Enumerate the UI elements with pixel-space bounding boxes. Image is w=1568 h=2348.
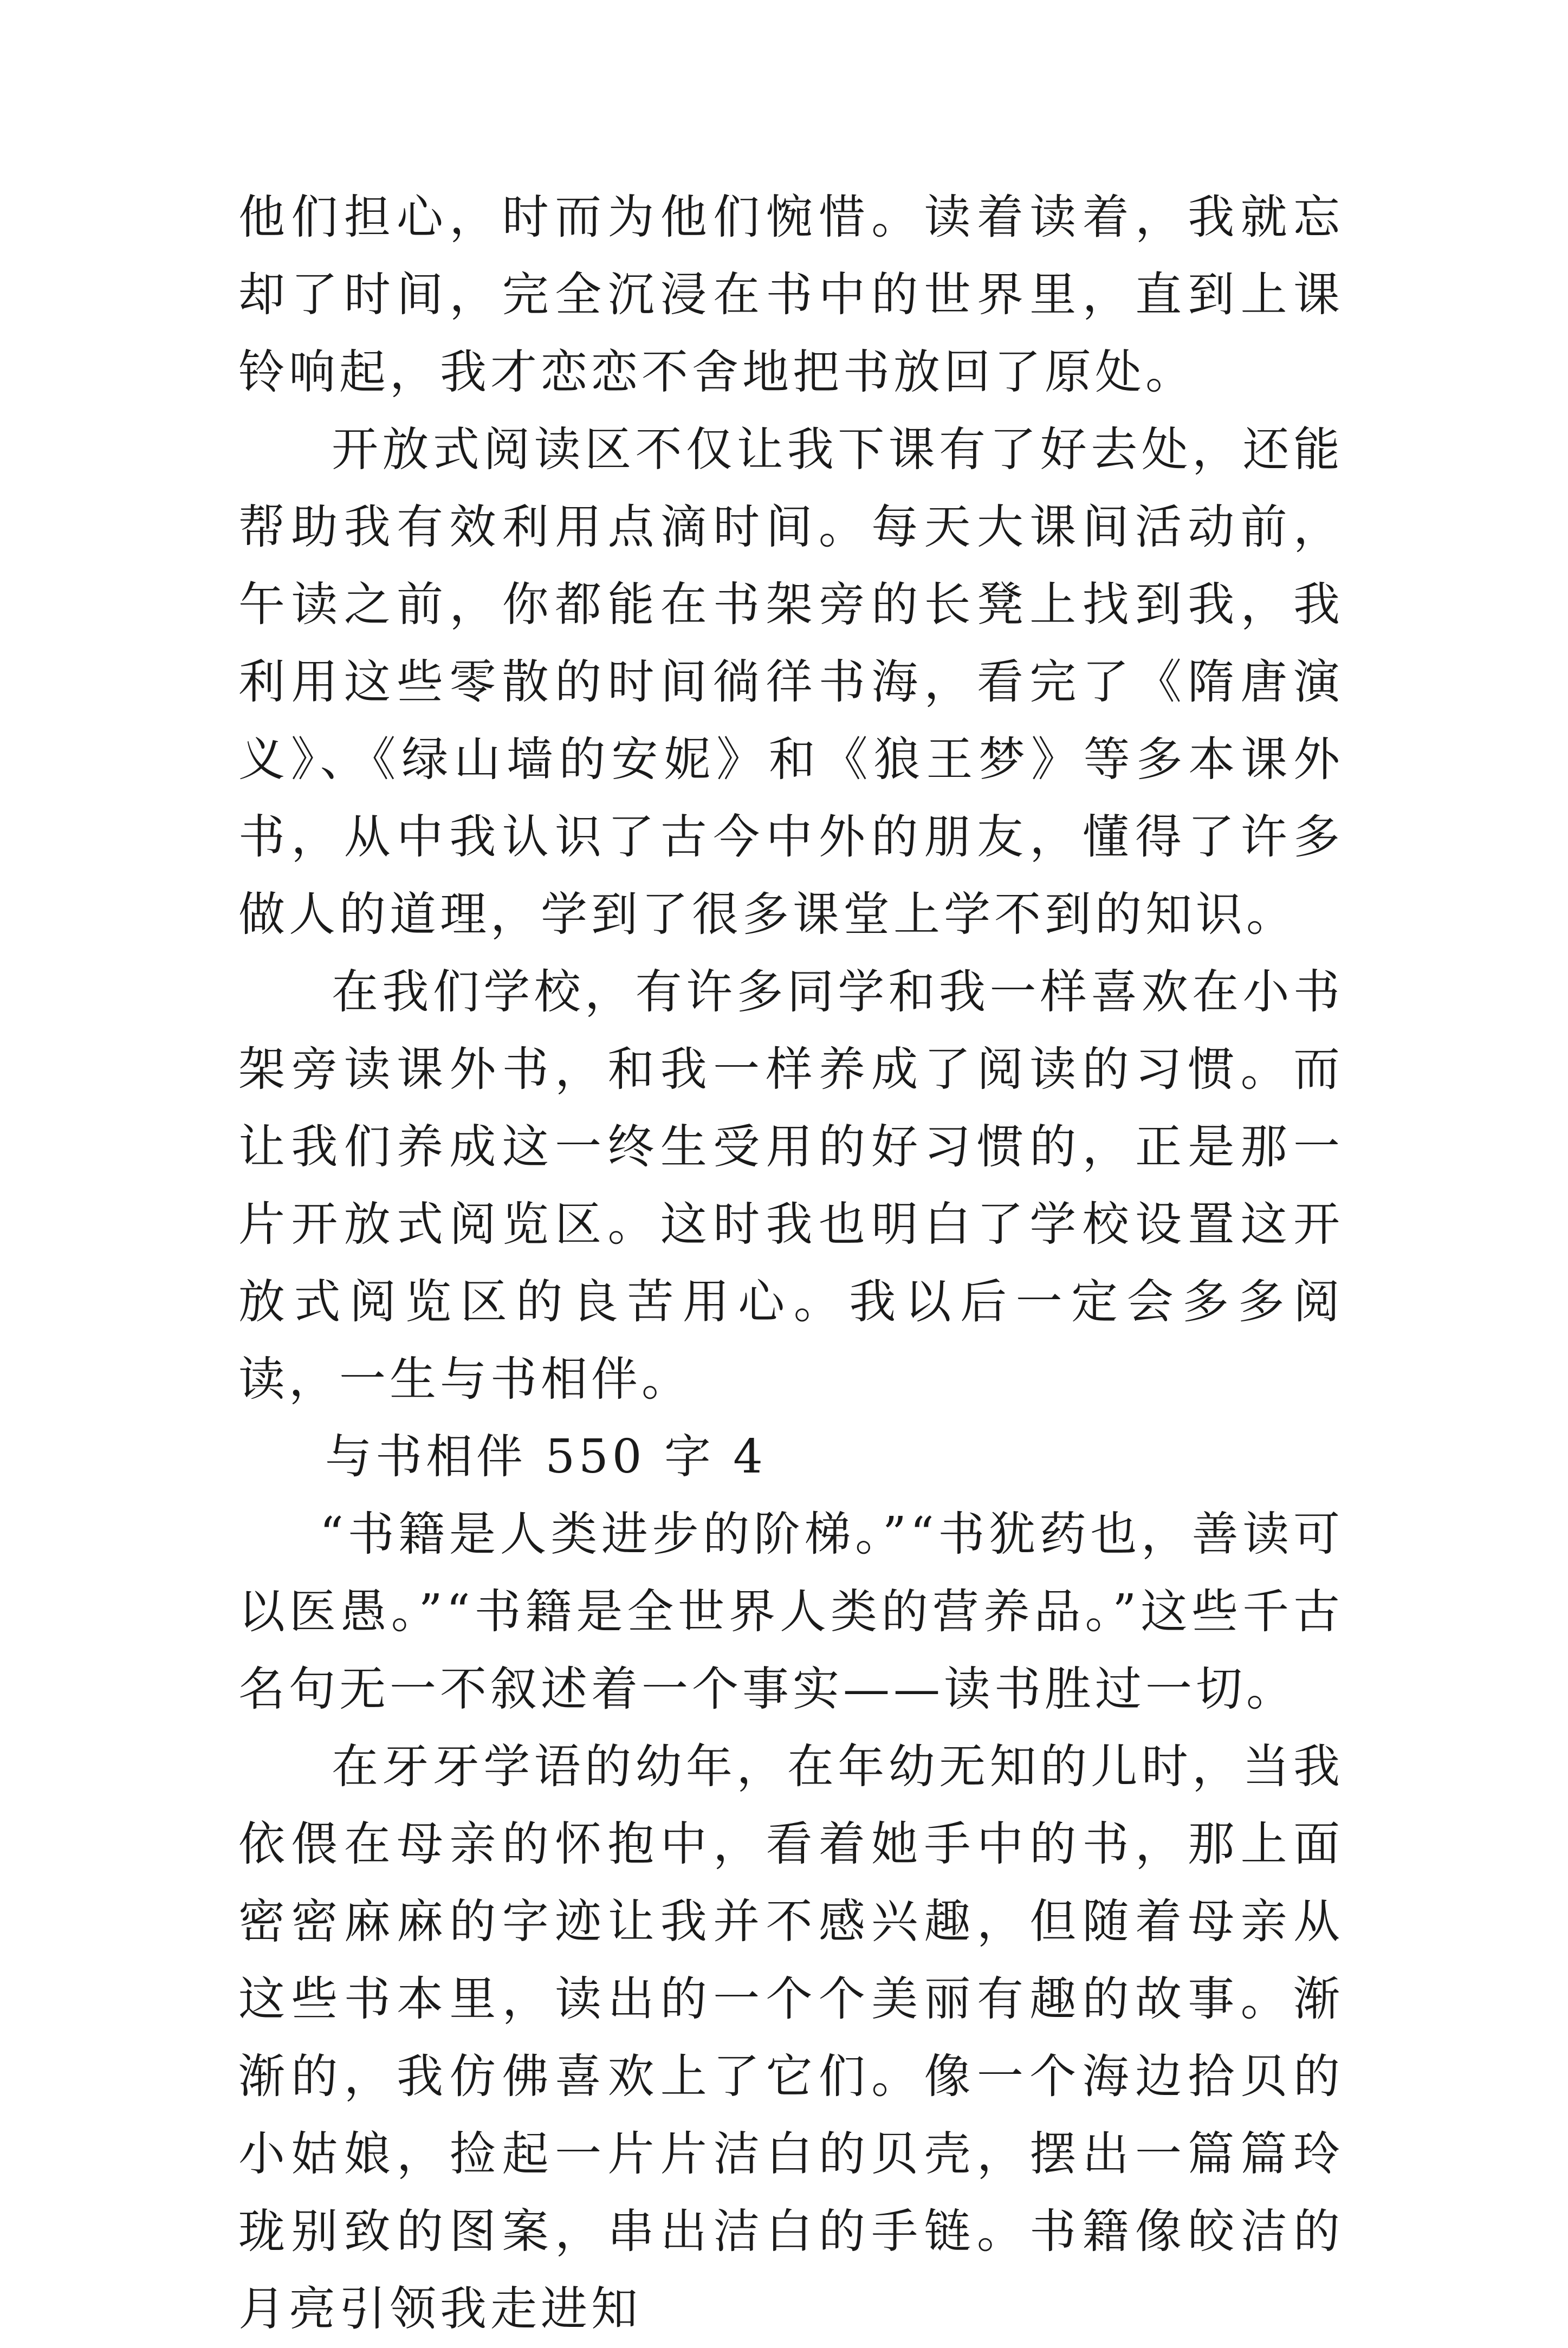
body-text <box>238 179 1344 2348</box>
paragraph-continuation: 他们担心，时而为他们惋惜。读着读着，我就忘却了时间，完全沉浸在书中的世界里，直到上课铃响起，我才恋恋不舍地把书放回了原处。 <box>238 190 1344 399</box>
paragraph-open-reading-area: 开放式阅读区不仅让我下课有了好去处，还能帮助我有效利用点滴时间。每天大课间活动前，午读之前，你都能在书架旁的长凳上找到我，我利用这些零散的时间徜徉书海，看完了《隋唐演义》、《绿山墙的安妮》和《狼王梦》等多本课外书，从中我认识了古今中外的朋友，懂得了许多做人的道理，学到了很多课堂上学不到的知识。 <box>238 423 1344 942</box>
section-heading: 与书相伴 550 字 4 <box>325 1430 767 1484</box>
paragraph-school-classmates: 在我们学校，有许多同学和我一样喜欢在小书架旁读课外书，和我一样养成了阅读的习惯。而让我们养成这一终生受用的好习惯的，正是那一片开放式阅览区。这时我也明白了学校设置这开放式阅览区的良苦用心。我以后一定会多多阅读，一生与书相伴。 <box>238 965 1344 1406</box>
paragraph-quotes: “书籍是人类进步的阶梯。”“书犹药也，善读可以医愚。”“书籍是全世界人类的营养品。”这些千古名句无一不叙述着一个事实——读书胜过一切。 <box>238 1507 1344 1716</box>
paragraph-childhood: 在牙牙学语的幼年，在年幼无知的儿时，当我依偎在母亲的怀抱中，看着她手中的书，那上面密密麻麻的字迹让我并不感兴趣，但随着母亲从这些书本里，读出的一个个美丽有趣的故事。渐渐的，我仿佛喜欢上了它们。像一个海边拾贝的小姑娘，捡起一片片洁白的贝壳，摆出一篇篇玲珑别致的图案，串出洁白的手链。书籍像皎洁的月亮引领我走进知 <box>238 1740 1344 2336</box>
